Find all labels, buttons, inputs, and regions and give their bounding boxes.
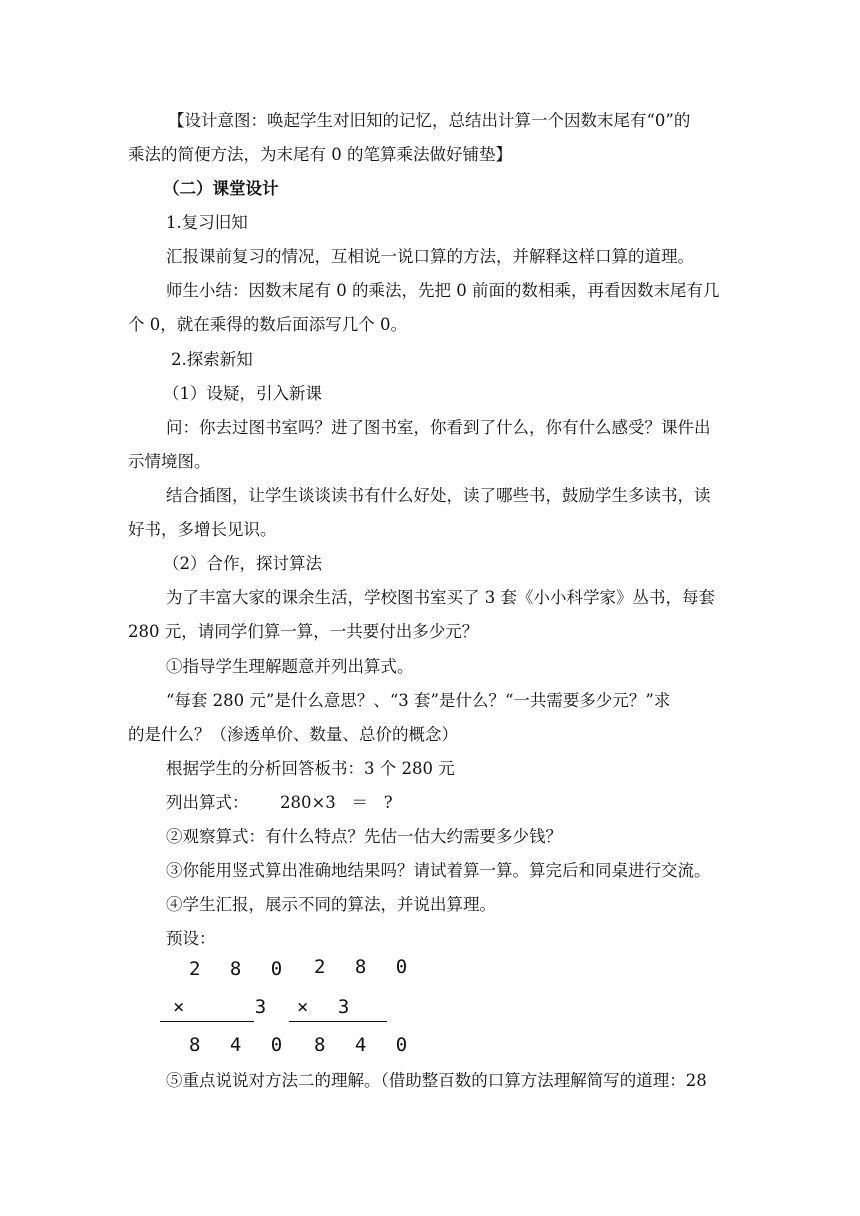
step-5: ⑤重点说说对方法二的理解。（借助整百数的口算方法理解简写的道理：28 [166,1071,707,1090]
step-3: ③你能用竖式算出准确地结果吗？请试着算一算。算完后和同桌进行交流。 [166,861,711,880]
calc1-multiplicand: 2 8 0 [189,958,292,980]
paragraph-ask-line-1: 问：你去过图书室吗？进了图书室，你看到了什么，你有什么感受？课件出 [166,418,711,437]
step-4: ④学生汇报，展示不同的算法，并说出算理。 [166,895,496,914]
step-2: ②观察算式：有什么特点？先估一估大约需要多少钱？ [166,827,562,846]
calc2-multiplicand: 2 8 0 [314,956,417,978]
paragraph-summary-line-2: 个 0，就在乘得的数后面添写几个 0。 [128,315,407,334]
paragraph-meaning-line-2: 的是什么？（渗透单价、数量、总价的概念） [128,725,458,744]
paragraph-formula: 列出算式： 280×3 ＝ ? [166,793,393,812]
step-1: ①指导学生理解题意并列出算式。 [166,657,414,676]
design-intent-line-1: 【设计意图：唤起学生对旧知的记忆，总结出计算一个因数末尾有“0”的 [168,111,691,130]
subheading-review: 1.复习旧知 [166,213,248,232]
paragraph-report: 汇报课前复习的情况，互相说一说口算的方法，并解释这样口算的道理。 [166,247,694,266]
design-intent-line-2: 乘法的简便方法，为末尾有 0 的笔算乘法做好铺垫】 [128,145,512,164]
subheading-question: （1）设疑，引入新课 [163,384,322,403]
section-heading-class-design: （二）课堂设计 [163,179,279,198]
subheading-cooperate: （2）合作，探讨算法 [163,554,322,573]
paragraph-problem-line-1: 为了丰富大家的课余生活，学校图书室买了 3 套《小小科学家》丛书，每套 [166,588,715,607]
paragraph-problem-line-2: 280 元，请同学们算一算，一共要付出多少元？ [128,622,479,641]
paragraph-meaning-line-1: “每套 280 元”是什么意思？、“3 套”是什么？“一共需要多少元？”求 [166,691,671,710]
subheading-explore: 2.探索新知 [171,350,253,369]
paragraph-summary-line-1: 师生小结：因数末尾有 0 的乘法，先把 0 前面的数相乘，再看因数末尾有几 [166,281,720,300]
calc2-divider-line [289,1021,387,1022]
paragraph-ask-line-2: 示情境图。 [128,452,211,471]
calc2-multiplier: × 3 [297,996,359,1018]
paragraph-board-writing: 根据学生的分析回答板书：3 个 280 元 [166,759,455,778]
paragraph-preset: 预设： [166,929,216,948]
paragraph-illustration-line-1: 结合插图，让学生谈谈读书有什么好处，读了哪些书，鼓励学生多读书，读 [166,486,711,505]
calc2-product: 8 4 0 [314,1034,417,1056]
paragraph-illustration-line-2: 好书，多增长见识。 [128,520,277,539]
calc1-product: 8 4 0 [189,1034,292,1056]
calc1-multiplier: × 3 [173,996,276,1018]
calc1-divider-line [160,1021,254,1022]
